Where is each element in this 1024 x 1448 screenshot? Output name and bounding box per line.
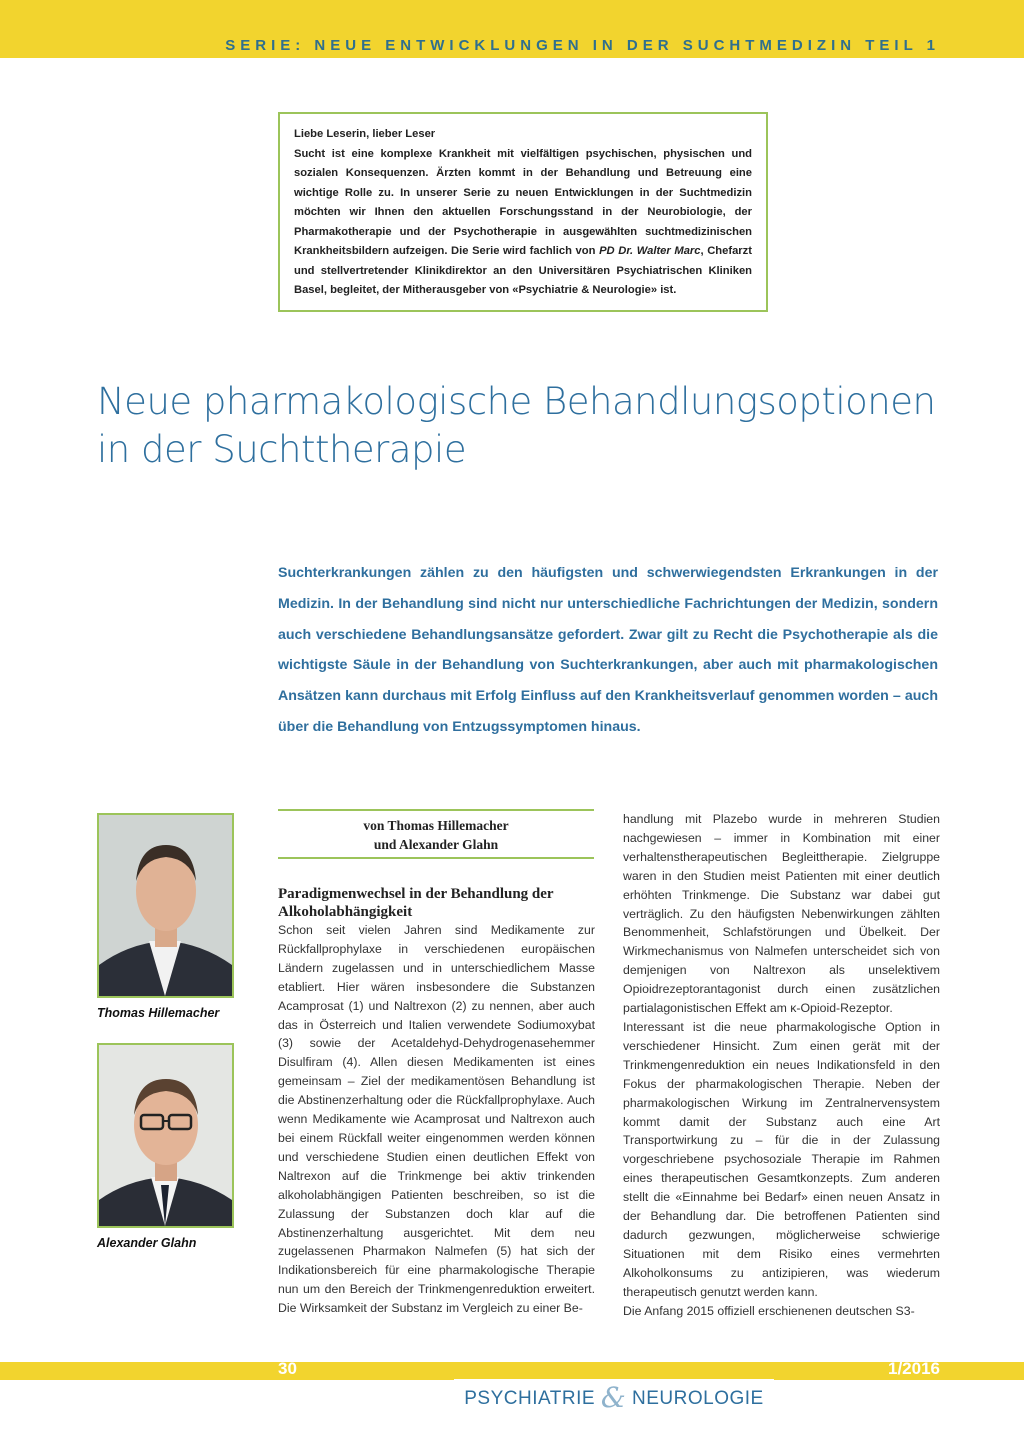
section-heading: Paradigmenwechsel in der Behandlung der Alkoholabhängigkeit bbox=[278, 886, 554, 920]
article-lead: Suchterkrankungen zählen zu den häufigsten und schwerwiegendsten Erkrankungen in der Medizin. In der Behandlung sind nicht nur unterschiedliche Fachrichtungen der Medizin, sondern auch verschiedene Behandlungsansätze gefordert. Zwar gilt zu Recht die Psychotherapie als die wichtigste Säule in der Behandlung von Suchterkrankungen, aber auch mit pharmakologischen Ansätzen kann durchaus mit Erfolg Einfluss auf den Krankheitsverlauf genommen worden – auch über die Behandlung von Entzugssymptomen hinaus. bbox=[278, 565, 938, 735]
journal-name-part2: NEUROLOGIE bbox=[632, 1388, 764, 1409]
intro-text-after: , Chefarzt und stellvertretender Klinikdirektor an den Universitären Psychiatrischen Kliniken Basel, begleitet, der Mitherausgeber von «Psychiatrie & Neurologie» ist. bbox=[294, 245, 752, 296]
journal-ampersand: & bbox=[600, 1381, 627, 1414]
author-photo-hillemacher bbox=[97, 813, 234, 998]
author-photo-glahn bbox=[97, 1043, 234, 1228]
portrait-image bbox=[99, 815, 232, 996]
author-caption-1: Thomas Hillemacher bbox=[97, 1006, 220, 1020]
body-paragraph: Die Anfang 2015 offiziell erschienenen deutschen S3- bbox=[623, 1303, 915, 1318]
intro-box bbox=[278, 112, 768, 312]
intro-greeting: Liebe Leserin, lieber Leser bbox=[294, 128, 436, 140]
intro-text bbox=[294, 145, 752, 301]
article-title bbox=[97, 378, 957, 474]
intro-editor: PD Dr. Walter Marc bbox=[599, 245, 701, 257]
portrait-image bbox=[99, 1045, 232, 1226]
article-title-line2: in der Suchttherapie bbox=[97, 428, 467, 471]
journal-logo bbox=[454, 1379, 774, 1419]
issue-number: 1/2016 bbox=[888, 1359, 940, 1378]
body-paragraph: Interessant ist die neue pharmakologische Option in verschiedener Hinsicht. Zum einen gerät mit der Trinkmengenreduktion ein neues Indikationsfeld in den Fokus der pharmakologischen Therapie. Neben der pharmakologischen Wirkung im Zentralnervensystem kommt damit der Substanz auch eine Art Transportwirkung zu – für die in der Zulassung vorgeschriebene psychosoziale Therapie im Rahmen eines therapeutischen Gesamtkonzepts. Zum anderen stellt die «Einnahme bei Bedarf» einen neuen Ansatz in der Behandlung dar. Die betroffenen Patienten sind dadurch gezwungen, möglicherweise schwierige Situationen mit dem Risiko eines vermehrten Alkoholkonsums zu antizipieren, was wiederum therapeutisch genutzt werden kann. bbox=[623, 1019, 940, 1299]
author-caption-2: Alexander Glahn bbox=[97, 1236, 197, 1250]
byline bbox=[278, 809, 594, 859]
page-number: 30 bbox=[278, 1359, 297, 1378]
article-title-line1: Neue pharmakologische Behandlungsoptionen bbox=[97, 380, 936, 423]
intro-text-before: Sucht ist eine komplexe Krankheit mit vielfältigen psychischen, physischen und sozialen Konsequenzen. Ärzten kommt in der Behandlung und Betreuung eine wichtige Rolle zu. In unserer Serie zu neuen Entwicklungen in der Suchtmedizin möchten wir Ihnen den aktuellen Forschungsstand in der Neurobiologie, der Pharmakotherapie und der Psychotherapie in ausgewählten suchtmedizinischen Krankheitsbildern aufzeigen. Die Serie wird fachlich von bbox=[294, 147, 752, 257]
footer-bar bbox=[0, 1362, 1024, 1380]
journal-name-part1: PSYCHIATRIE bbox=[464, 1388, 596, 1409]
body-paragraph: handlung mit Plazebo wurde in mehreren Studien nachgewiesen – immer in Kombination mit einer verhaltenstherapeutischen Begleittherapie. Zielgruppe waren in den Studien meist Patienten mit einer deutlich erhöhten Trinkmenge. Die Substanz war dabei gut verträglich. Zu den häufigsten Nebenwirkungen zählten Benommenheit, Schlafstörungen und Übelkeit. Der Wirkmechanismus von Nalmefen unterscheidet sich von demjenigen von Naltrexon als unselektivem Opioidrezeptorantagonist durch einen zusätzlichen partialagonistischen Effekt am κ-Opioid-Rezeptor. bbox=[623, 812, 940, 1016]
body-column-1 bbox=[278, 885, 595, 1318]
byline-line2: und Alexander Glahn bbox=[373, 837, 499, 852]
body-column-2 bbox=[623, 810, 940, 1320]
byline-line1: von Thomas Hillemacher bbox=[363, 818, 509, 833]
body-paragraph: Schon seit vielen Jahren sind Medikamente zur Rückfallprophylaxe in verschiedenen europäischen Ländern zugelassen und in unterschiedlichem Masse etabliert. Hier wären insbesondere die Substanzen Acamprosat (1) und Naltrexon (2) zu nennen, aber auch das in Österreich und Italien verwendete Sodiumoxybat (3) sowie der Acetaldehyd-Dehydrogenasehemmer Disulfiram (4). Allen diesen Medikamenten ist eines gemeinsam – Ziel der medikamentösen Behandlung ist die Abstinenzerhaltung oder die Rückfallprophylaxe. Auch wenn Medikamente wie Acamprosat und Naltrexon auch bei einem Rückfall weiter eingenommen werden können und verschiedene Studien einen deutlichen Effekt von Naltrexon auf die Trinkmenge bei aktiv trinkenden alkoholabhängigen Patienten beschreiben, so ist die Zulassung der Substanzen doch klar auf die Abstinenzerhaltung ausgerichtet. Mit dem neu zugelassenen Pharmakon Nalmefen (5) hat sich der Indikationsbereich für eine pharmakologische Therapie nun um den Bereich der Trinkmengenreduktion erweitert. Die Wirksamkeit der Substanz im Vergleich zu einer Be- bbox=[278, 923, 595, 1316]
series-title: SERIE: NEUE ENTWICKLUNGEN IN DER SUCHTMEDIZIN TEIL 1 bbox=[225, 37, 940, 54]
